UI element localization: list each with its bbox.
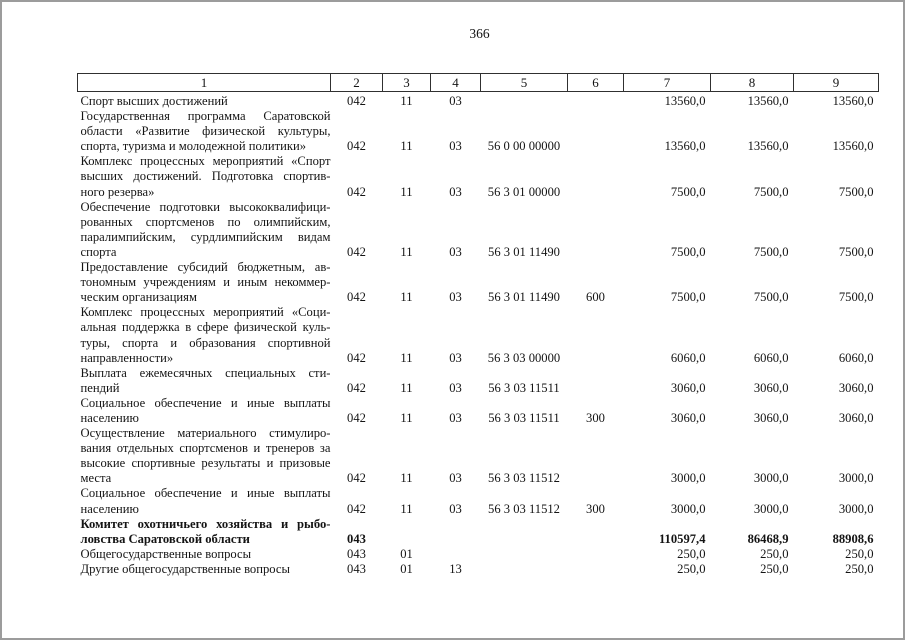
header-cell-5: 5 bbox=[481, 74, 568, 92]
row-value-9: 3060,0 bbox=[838, 380, 874, 395]
table-row bbox=[78, 517, 879, 547]
budget-table bbox=[77, 73, 879, 577]
row-code-4: 03 bbox=[449, 350, 462, 365]
row-code-5: 56 3 03 00000 bbox=[487, 350, 561, 365]
row-value-7: 3000,0 bbox=[670, 471, 706, 486]
row-code-6: 300 bbox=[586, 501, 605, 516]
row-value-9: 7500,0 bbox=[838, 244, 874, 259]
row-code-5: 56 3 03 11511 bbox=[488, 410, 560, 425]
row-value-9: 3000,0 bbox=[838, 471, 874, 486]
header-cell-3: 3 bbox=[383, 74, 431, 92]
row-value-7: 7500,0 bbox=[670, 184, 706, 199]
row-value-8: 3060,0 bbox=[753, 410, 789, 425]
row-description: Выплата ежемесячных специальных сти- пендий bbox=[80, 365, 331, 395]
table-row bbox=[78, 305, 879, 365]
header-cell-8: 8 bbox=[711, 74, 794, 92]
row-code-3: 11 bbox=[400, 184, 413, 199]
row-code-2: 042 bbox=[347, 184, 366, 199]
row-code-4 bbox=[431, 517, 481, 547]
table-row bbox=[78, 547, 879, 562]
row-code-5: 56 3 03 11512 bbox=[488, 471, 560, 486]
row-code-2: 042 bbox=[347, 290, 366, 305]
row-code-6 bbox=[568, 517, 624, 547]
row-code-5 bbox=[481, 562, 568, 577]
row-value-9: 7500,0 bbox=[838, 184, 874, 199]
row-value-8: 7500,0 bbox=[753, 184, 789, 199]
row-code-6 bbox=[568, 366, 624, 396]
row-value-7: 250,0 bbox=[677, 561, 706, 576]
row-code-3: 11 bbox=[400, 244, 413, 259]
row-code-3: 11 bbox=[400, 94, 413, 108]
row-value-8: 250,0 bbox=[760, 561, 789, 576]
row-code-4: 13 bbox=[449, 561, 462, 576]
table-row bbox=[78, 366, 879, 396]
row-code-5: 56 3 01 00000 bbox=[487, 184, 561, 199]
row-code-5: 56 3 01 11490 bbox=[488, 244, 560, 259]
row-code-4: 03 bbox=[449, 410, 462, 425]
row-code-3: 01 bbox=[400, 546, 413, 561]
row-value-8: 3060,0 bbox=[753, 380, 789, 395]
table-row bbox=[78, 486, 879, 516]
page-number: 366 bbox=[469, 26, 490, 41]
row-code-5: 56 0 00 00000 bbox=[487, 139, 561, 154]
row-description: Социальное обеспечение и иные выплаты населению bbox=[80, 395, 331, 425]
row-description: Государственная программа Саратовской области «Развитие физической культуры, спорта, туризма и молодежной политики» bbox=[80, 109, 331, 154]
row-code-5: 56 3 03 11511 bbox=[488, 380, 560, 395]
header-cell-1: 1 bbox=[78, 74, 331, 92]
row-value-7: 110597,4 bbox=[658, 531, 706, 546]
row-code-3: 11 bbox=[400, 501, 413, 516]
row-description: Предоставление субсидий бюджетным, ав- тономным учреждениям и иным некоммер- ческим организациям bbox=[80, 260, 331, 305]
row-code-6 bbox=[568, 305, 624, 365]
row-value-7: 3060,0 bbox=[670, 380, 706, 395]
row-code-2: 042 bbox=[347, 410, 366, 425]
row-code-2: 043 bbox=[347, 561, 366, 576]
row-value-9: 7500,0 bbox=[838, 290, 874, 305]
row-code-4: 03 bbox=[449, 139, 462, 154]
row-code-4: 03 bbox=[449, 244, 462, 259]
row-value-7: 3000,0 bbox=[670, 501, 706, 516]
row-value-7: 250,0 bbox=[677, 546, 706, 561]
row-value-9: 250,0 bbox=[845, 561, 874, 576]
header-cell-9: 9 bbox=[794, 74, 879, 92]
row-code-4: 03 bbox=[449, 501, 462, 516]
table-row bbox=[78, 426, 879, 486]
row-description: Социальное обеспечение и иные выплаты населению bbox=[80, 486, 331, 516]
row-value-8: 3000,0 bbox=[753, 501, 789, 516]
row-code-3 bbox=[383, 517, 431, 547]
row-code-3: 11 bbox=[400, 410, 413, 425]
row-code-2: 043 bbox=[347, 531, 366, 546]
table-row bbox=[78, 200, 879, 260]
row-code-5 bbox=[481, 547, 568, 562]
row-value-8: 13560,0 bbox=[747, 139, 789, 154]
row-value-8: 3000,0 bbox=[753, 471, 789, 486]
row-code-5: 56 3 01 11490 bbox=[488, 290, 560, 305]
row-value-7: 13560,0 bbox=[664, 94, 706, 108]
row-code-2: 042 bbox=[347, 380, 366, 395]
table-row bbox=[78, 396, 879, 426]
row-code-2: 042 bbox=[347, 94, 366, 108]
row-value-7: 6060,0 bbox=[670, 350, 706, 365]
row-description: Комитет охотничьего хозяйства и рыбо- ловства Саратовской области bbox=[80, 516, 331, 546]
row-value-8: 6060,0 bbox=[753, 350, 789, 365]
row-code-4: 03 bbox=[449, 471, 462, 486]
row-code-3: 11 bbox=[400, 139, 413, 154]
row-value-8: 7500,0 bbox=[753, 244, 789, 259]
header-cell-4: 4 bbox=[431, 74, 481, 92]
row-value-8: 7500,0 bbox=[753, 290, 789, 305]
table-row bbox=[78, 562, 879, 577]
row-code-6 bbox=[568, 92, 624, 110]
row-code-6 bbox=[568, 562, 624, 577]
table-header-row bbox=[78, 74, 879, 92]
row-code-5 bbox=[481, 517, 568, 547]
row-value-9: 3060,0 bbox=[838, 410, 874, 425]
row-code-4: 03 bbox=[449, 290, 462, 305]
table-row bbox=[78, 154, 879, 199]
row-code-3: 01 bbox=[400, 561, 413, 576]
row-code-3: 11 bbox=[400, 350, 413, 365]
row-code-3: 11 bbox=[400, 290, 413, 305]
row-code-4: 03 bbox=[449, 184, 462, 199]
header-cell-6: 6 bbox=[568, 74, 624, 92]
row-code-4 bbox=[431, 547, 481, 562]
row-description: Общегосударственные вопросы bbox=[80, 546, 252, 561]
row-code-2: 042 bbox=[347, 244, 366, 259]
row-code-2: 042 bbox=[347, 471, 366, 486]
table-row bbox=[78, 109, 879, 154]
table-row bbox=[78, 92, 879, 110]
header-cell-7: 7 bbox=[624, 74, 711, 92]
row-code-6: 300 bbox=[586, 410, 605, 425]
row-description: Комплекс процессных мероприятий «Спорт высших достижений. Подготовка спортив- ного резерва» bbox=[80, 154, 331, 199]
row-value-9: 250,0 bbox=[845, 546, 874, 561]
row-value-8: 250,0 bbox=[760, 546, 789, 561]
row-value-9: 88908,6 bbox=[832, 531, 874, 546]
row-code-2: 042 bbox=[347, 350, 366, 365]
row-code-2: 043 bbox=[347, 546, 366, 561]
row-code-5 bbox=[481, 92, 568, 110]
row-code-5: 56 3 03 11512 bbox=[488, 501, 560, 516]
row-value-7: 7500,0 bbox=[670, 290, 706, 305]
row-code-6: 600 bbox=[586, 290, 605, 305]
row-value-9: 13560,0 bbox=[832, 139, 874, 154]
row-description: Осуществление материального стимулиро- вания отдельных спортсменов и тренеров за высокие спортивные результаты и призовые места bbox=[80, 426, 331, 486]
row-code-2: 042 bbox=[347, 501, 366, 516]
row-description: Комплекс процессных мероприятий «Соци- альная поддержка в сфере физической куль- туры, спорта и образования спортивной направленности» bbox=[80, 305, 331, 365]
row-code-6 bbox=[568, 109, 624, 154]
row-description: Другие общегосударственные вопросы bbox=[80, 561, 290, 576]
row-value-9: 3000,0 bbox=[838, 501, 874, 516]
row-value-8: 86468,9 bbox=[747, 531, 789, 546]
row-value-7: 3060,0 bbox=[670, 410, 706, 425]
row-code-2: 042 bbox=[347, 139, 366, 154]
row-value-8: 13560,0 bbox=[747, 94, 789, 108]
row-value-9: 13560,0 bbox=[832, 94, 874, 108]
row-code-3: 11 bbox=[400, 380, 413, 395]
row-code-6 bbox=[568, 426, 624, 486]
table-row bbox=[78, 260, 879, 305]
row-description: Спорт высших достижений bbox=[80, 94, 228, 108]
header-cell-2: 2 bbox=[331, 74, 383, 92]
row-value-7: 13560,0 bbox=[664, 139, 706, 154]
row-value-7: 7500,0 bbox=[670, 244, 706, 259]
row-code-3: 11 bbox=[400, 471, 413, 486]
row-value-9: 6060,0 bbox=[838, 350, 874, 365]
row-code-6 bbox=[568, 200, 624, 260]
row-code-6 bbox=[568, 154, 624, 199]
row-description: Обеспечение подготовки высококвалифици- рованных спортсменов по олимпийским, паралимпийским, сурдлимпийским видам спорта bbox=[80, 199, 331, 259]
row-code-6 bbox=[568, 547, 624, 562]
row-code-4: 03 bbox=[449, 94, 462, 108]
row-code-4: 03 bbox=[449, 380, 462, 395]
table-body bbox=[78, 92, 879, 578]
